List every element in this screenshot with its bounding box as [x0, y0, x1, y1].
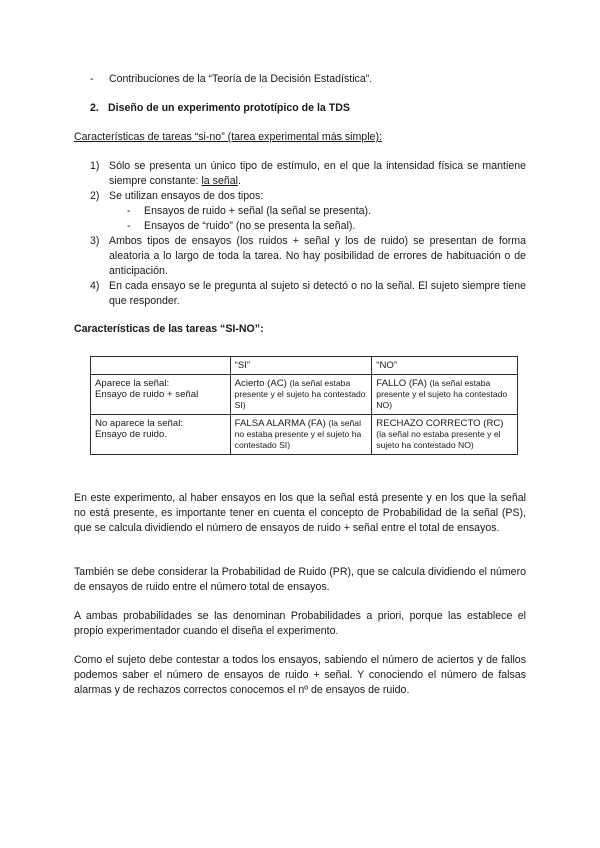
table-heading: Características de las tareas “SI-NO”:: [74, 323, 264, 335]
list-number: 2): [90, 190, 100, 202]
section-title: Diseño de un experimento prototípico de la TDS: [108, 102, 350, 114]
list-number: 4): [90, 280, 100, 292]
sub-text: Ensayos de “ruido” (no se presenta la señal).: [144, 220, 356, 232]
sub-dash: -: [127, 220, 131, 232]
row-label-line: Ensayo de ruido + señal: [95, 389, 199, 400]
list-text: Se utilizan ensayos de dos tipos:: [109, 190, 264, 202]
list-text: Sólo se presenta un único tipo de estímulo, en el que la intensidad física se mantiene siempre constante:: [109, 160, 526, 187]
list-item: [90, 189, 526, 234]
table-row-label: [91, 375, 231, 415]
table-cell-no: [372, 415, 518, 455]
cell-note: (la señal no estaba presente y el sujeto ha contestado NO): [376, 429, 501, 450]
paragraph: También se debe considerar la Probabilidad de Ruido (PR), que se calcula dividiendo el número de ensayos de ruido entre el número total de ensayos.: [74, 566, 526, 593]
cell-main: Acierto (AC): [234, 378, 287, 389]
subheading-underlined: Características de tareas “si-no” (tarea experimental más simple):: [74, 131, 382, 143]
sub-list-item: [127, 219, 526, 234]
list-text-underlined: la señal: [201, 175, 238, 187]
paragraph: A ambas probabilidades se las denominan Probabilidades a priori, porque las establece el propio experimentador cuando el diseña el experimento.: [74, 610, 526, 637]
table-row: [91, 375, 518, 415]
cell-main: FALLO (FA): [376, 378, 427, 389]
sub-list-item: [127, 204, 526, 219]
table-header-cell: [91, 357, 231, 375]
paragraph: En este experimento, al haber ensayos en los que la señal está presente y en los que la señal no está presente, es importante tener en cuenta el concepto de Probabilidad de la señal (PS), que se calcula dividiendo el número de ensayos de ruido + señal entre el total de ensayos.: [74, 492, 526, 534]
bullet-dash: -: [90, 73, 94, 85]
section-heading: [90, 101, 350, 116]
cell-note: (la señal estaba presente y el sujeto ha contestado NO): [376, 378, 508, 410]
cell-main: FALSA ALARMA (FA): [234, 418, 326, 429]
table-header-cell: “NO”: [372, 357, 518, 375]
table-cell-si: [230, 415, 372, 455]
list-item: [90, 234, 526, 279]
bullet-text: Contribuciones de la “Teoría de la Decisión Estadística”.: [109, 73, 373, 85]
cell-main: RECHAZO CORRECTO (RC): [376, 418, 504, 429]
list-item: [90, 279, 526, 309]
list-text: En cada ensayo se le pregunta al sujeto si detectó o no la señal. El sujeto siempre tiene que responder.: [109, 280, 526, 307]
list-number: 1): [90, 160, 100, 172]
row-label-line: Aparece la señal:: [95, 378, 170, 389]
list-number: 3): [90, 235, 100, 247]
row-label-line: No aparece la señal:: [95, 418, 183, 429]
section-number: 2.: [90, 102, 99, 114]
sub-text: Ensayos de ruido + señal (la señal se presenta).: [144, 205, 372, 217]
list-text-end: .: [237, 175, 241, 187]
table-header-cell: “SI”: [230, 357, 372, 375]
table-cell-si: [230, 375, 372, 415]
si-no-table: [90, 356, 518, 455]
characteristics-list: [90, 159, 526, 309]
cell-note: (la señal no estaba presente y el sujeto ha contestado SI): [234, 418, 362, 450]
table-cell-no: [372, 375, 518, 415]
cell-note: (la señal estaba presente y el sujeto ha contestado SI): [234, 378, 366, 410]
sub-dash: -: [127, 205, 131, 217]
table-header-row: [91, 357, 518, 375]
sub-list: [109, 204, 526, 234]
list-text: Ambos tipos de ensayos (los ruidos + señal y los de ruido) se presentan de forma aleatoria a lo largo de toda la tarea. No hay posibilidad de errores de habituación o de anticipación.: [109, 235, 526, 277]
row-label-line: Ensayo de ruido.: [95, 429, 167, 440]
paragraph: Como el sujeto debe contestar a todos los ensayos, sabiendo el número de aciertos y de fallos podemos saber el número de ensayos de ruido + señal. Y conociendo el número de falsas alarmas y de rechazos correctos conocemos el nº de ensayos de ruido.: [74, 654, 526, 696]
table-row: [91, 415, 518, 455]
table-row-label: [91, 415, 231, 455]
list-item: [90, 159, 526, 189]
